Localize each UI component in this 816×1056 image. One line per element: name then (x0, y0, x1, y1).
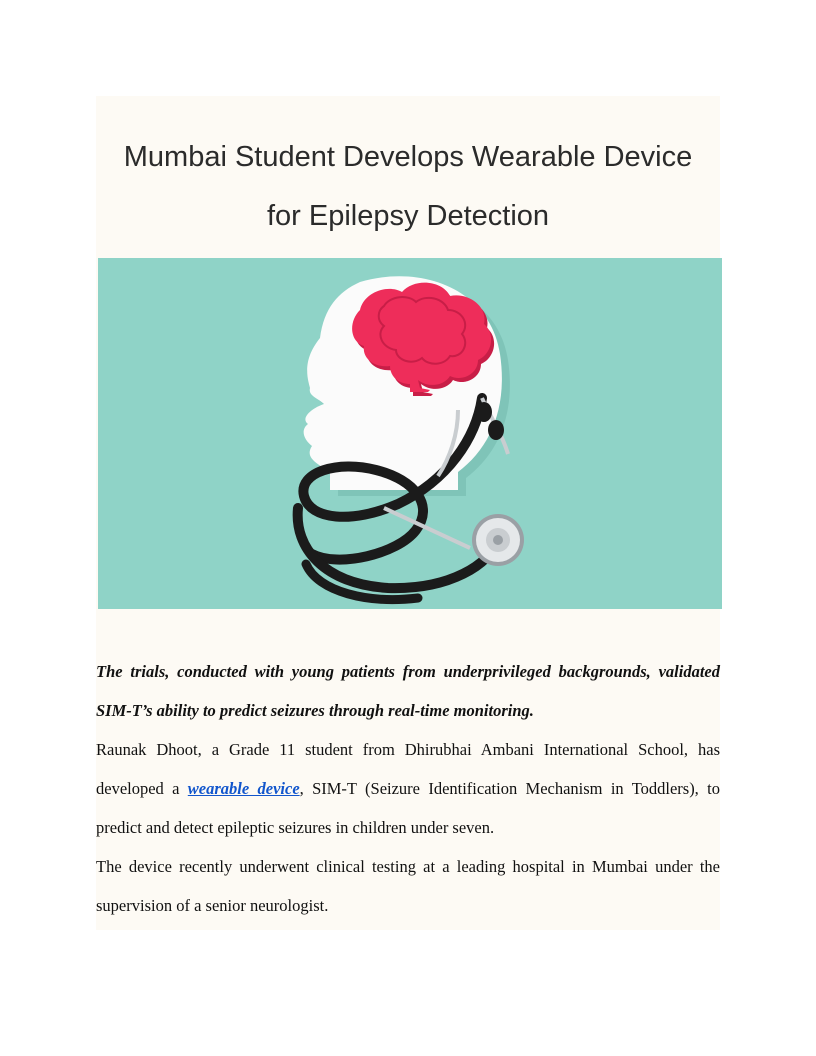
body-paragraph-1 (96, 730, 720, 847)
paragraph-1-text-start: Raunak Dhoot, a Grade 11 student from Dhirubhai Ambani International School, has developed a (96, 740, 720, 798)
title-line-2: for Epilepsy Detection (266, 200, 550, 232)
article-lede: The trials, conducted with young patients from underprivileged backgrounds, validated SIM-T’s ability to predict seizures through real-time monitoring. (96, 662, 720, 720)
hero-image (98, 258, 722, 609)
body-paragraph-2: The device recently underwent clinical testing at a leading hospital in Mumbai under the supervision of a senior neurologist. (96, 857, 720, 915)
article-card (96, 96, 720, 930)
wearable-device-link[interactable]: wearable device (187, 779, 300, 798)
article-body (96, 652, 720, 925)
title-line-1: Mumbai Student Develops Wearable Device (123, 141, 693, 173)
head-brain-stethoscope-illustration (98, 258, 722, 609)
paragraph-1-text-end: , SIM-T (Seizure Identification Mechanism in Toddlers), to predict and detect epileptic seizures in children under seven. (96, 779, 720, 837)
article-title (96, 96, 720, 246)
